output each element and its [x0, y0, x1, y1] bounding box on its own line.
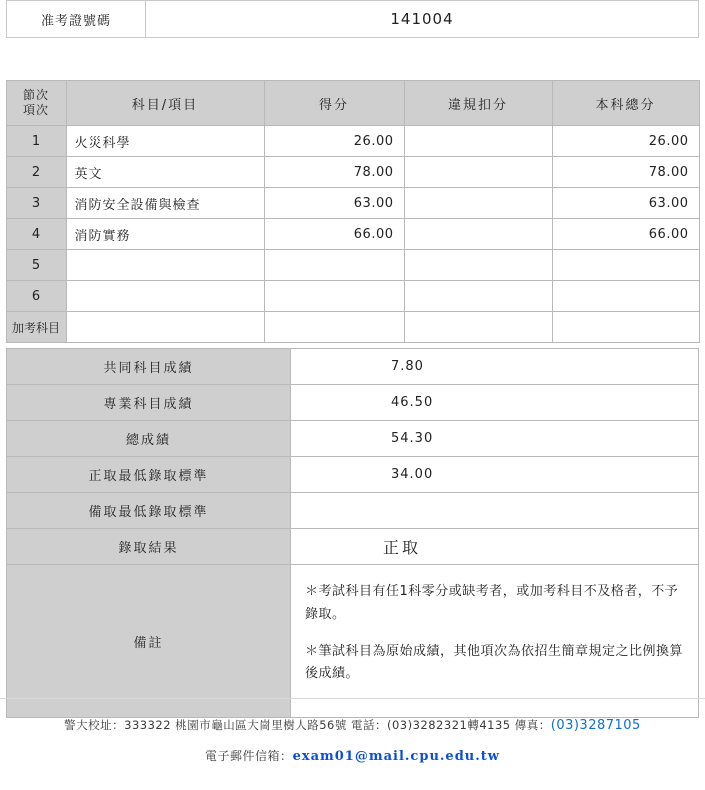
row-deduction [404, 250, 552, 281]
summary-label: 共同科目成績 [7, 349, 291, 385]
table-row [6, 312, 699, 343]
row-subject [66, 250, 264, 281]
row-deduction [404, 188, 552, 219]
table-row [7, 565, 699, 718]
table-row [7, 1, 699, 38]
table-row [6, 281, 699, 312]
row-subject-total [552, 250, 699, 281]
row-subject: 消防安全設備與檢查 [66, 188, 264, 219]
footer [0, 698, 705, 790]
row-session: 3 [6, 188, 66, 219]
row-deduction [404, 312, 552, 343]
row-score [264, 312, 404, 343]
summary-label: 正取最低錄取標準 [7, 457, 291, 493]
row-session: 1 [6, 126, 66, 157]
exam-number-value: 141004 [146, 1, 699, 38]
remark-label: 備註 [7, 565, 291, 718]
remark-line: ＊筆試科目為原始成績，其他項次為依招生簡章規定之比例換算後成績。 [305, 643, 684, 682]
column-header-score: 得分 [264, 81, 404, 126]
row-subject-total [552, 312, 699, 343]
row-deduction [404, 219, 552, 250]
row-subject: 消防實務 [66, 219, 264, 250]
footer-address-line [0, 717, 705, 733]
exam-number-table [6, 0, 699, 38]
row-subject [66, 312, 264, 343]
summary-value: 7.80 [291, 349, 699, 385]
column-header-session-line1: 節次 [22, 88, 49, 102]
footer-email-link[interactable]: exam01@mail.cpu.edu.tw [292, 749, 500, 764]
row-session: 6 [6, 281, 66, 312]
footer-address-text: 警大校址：333322 桃園市龜山區大崗里樹人路56號 電話：(03)3282321轉4135 傳真： [64, 718, 551, 732]
table-row [7, 529, 699, 565]
row-subject-total: 26.00 [552, 126, 699, 157]
row-deduction [404, 281, 552, 312]
table-row [7, 349, 699, 385]
exam-number-label: 准考證號碼 [7, 1, 146, 38]
column-header-subject-total: 本科總分 [552, 81, 699, 126]
row-score: 63.00 [264, 188, 404, 219]
row-deduction [404, 157, 552, 188]
column-header-session-line2: 項次 [22, 103, 49, 117]
row-session: 4 [6, 219, 66, 250]
table-header-row [6, 81, 699, 126]
summary-value [291, 493, 699, 529]
row-subject-total: 63.00 [552, 188, 699, 219]
column-header-deduction: 違規扣分 [404, 81, 552, 126]
row-score [264, 250, 404, 281]
exam-number-section [0, 0, 705, 38]
table-row [6, 126, 699, 157]
column-header-subject: 科目/項目 [66, 81, 264, 126]
table-row [7, 493, 699, 529]
table-row [6, 188, 699, 219]
row-subject-total: 66.00 [552, 219, 699, 250]
summary-label: 總成績 [7, 421, 291, 457]
row-session: 加考科目 [6, 312, 66, 343]
row-subject [66, 281, 264, 312]
subject-scores-table [6, 80, 700, 343]
table-row [7, 385, 699, 421]
row-session: 5 [6, 250, 66, 281]
footer-email-line [0, 747, 705, 764]
summary-value: 34.00 [291, 457, 699, 493]
footer-fax-number[interactable]: (03)3287105 [550, 718, 641, 733]
column-header-session [6, 81, 66, 126]
row-score: 26.00 [264, 126, 404, 157]
footer-email-label: 電子郵件信箱： [205, 749, 293, 763]
summary-table [6, 348, 699, 718]
summary-label: 備取最低錄取標準 [7, 493, 291, 529]
row-subject: 火災科學 [66, 126, 264, 157]
admission-result-value: 正取 [291, 529, 699, 565]
row-subject-total [552, 281, 699, 312]
summary-value: 54.30 [291, 421, 699, 457]
summary-label: 專業科目成績 [7, 385, 291, 421]
table-row [6, 157, 699, 188]
summary-label: 錄取結果 [7, 529, 291, 565]
row-score: 78.00 [264, 157, 404, 188]
row-score [264, 281, 404, 312]
table-row [7, 457, 699, 493]
table-row [6, 219, 699, 250]
remark-body [291, 565, 699, 718]
row-subject: 英文 [66, 157, 264, 188]
remark-line: ＊考試科目有任1科零分或缺考者，或加考科目不及格者，不予錄取。 [305, 584, 679, 622]
table-row [7, 421, 699, 457]
row-score: 66.00 [264, 219, 404, 250]
row-session: 2 [6, 157, 66, 188]
summary-value: 46.50 [291, 385, 699, 421]
row-deduction [404, 126, 552, 157]
table-row [6, 250, 699, 281]
spacer [0, 38, 705, 80]
row-subject-total: 78.00 [552, 157, 699, 188]
